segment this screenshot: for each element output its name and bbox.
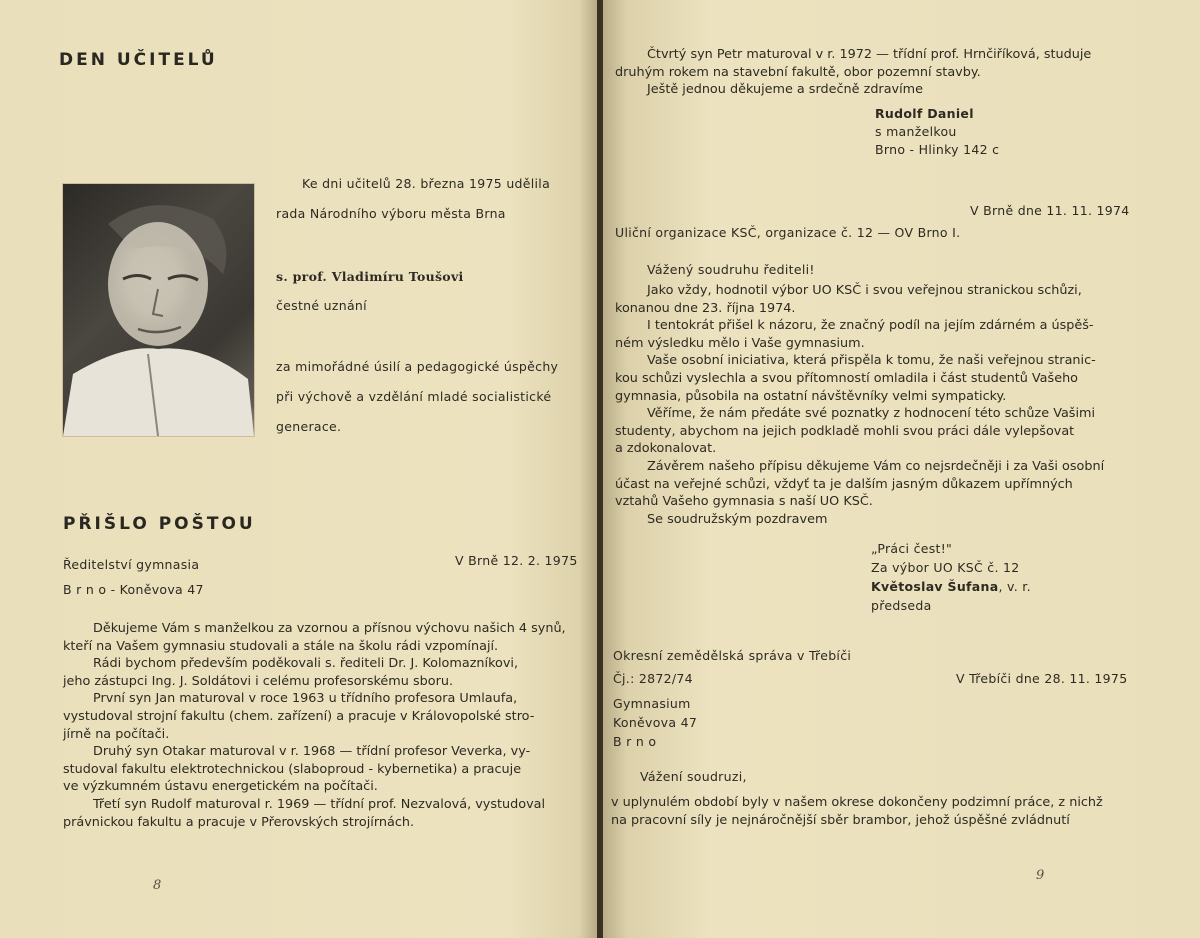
award-line-1: Ke dni učitelů 28. března 1975 udělila: [302, 176, 551, 191]
award-recipient: s. prof. Vladimíru Toušovi: [276, 269, 464, 284]
letter2-sig-4: předseda: [871, 598, 932, 613]
letter3-sender: Okresní zemědělská správa v Třebíči: [613, 648, 852, 663]
letter-line: ném výsledku mělo i Vaše gymnasium.: [615, 335, 865, 351]
letter2-body: [615, 282, 1145, 528]
letter-line: kou schůzi vyslechla a svou přítomností omladila i část studentů Vašeho: [615, 370, 1079, 386]
left-page: [0, 0, 597, 938]
letter3-addr-1: Gymnasium: [613, 696, 691, 711]
letter2-sig-suffix: , v. r.: [998, 579, 1031, 594]
letter-line: Vaše osobní iniciativa, která přispěla k tomu, že naši veřejnou stranic-: [647, 353, 1096, 369]
signature-name: Rudolf Daniel: [875, 106, 974, 121]
letter-line: gymnasia, působila na ostatní návštěvníky velmi sympaticky.: [615, 388, 1007, 404]
letter3-body: [611, 794, 1151, 829]
letter-line: I tentokrát přišel k názoru, že značný podíl na jejím zdárném a úspěš-: [647, 318, 1094, 334]
letter3-addr-2: Koněvova 47: [613, 715, 698, 730]
section-heading-den-ucitelu: DEN UČITELŮ: [59, 50, 218, 70]
portrait-figure: [63, 184, 254, 436]
letter3-date: V Třebíči dne 28. 11. 1975: [956, 671, 1128, 686]
letter3-ref: Čj.: 2872/74: [613, 671, 693, 686]
letter-line: ve výzkumném ústavu energetickém na počítači.: [63, 779, 378, 795]
letter-line: jeho zástupci Ing. J. Soldátovi i celému profesorskému sboru.: [63, 673, 454, 689]
section-heading-prislo-postou: PŘIŠLO POŠTOU: [63, 514, 256, 534]
letter2-sig-2: Za výbor UO KSČ č. 12: [871, 560, 1020, 575]
letter-line: studenty, abychom na jejich podkladě mohli svou práci dále vylepšovat: [615, 423, 1075, 439]
letter-continuation: [615, 46, 1145, 99]
letter-addressee-2: B r n o - Koněvova 47: [63, 582, 204, 597]
award-line-5: za mimořádné úsilí a pedagogické úspěchy: [276, 359, 559, 374]
award-line-4: čestné uznání: [276, 298, 367, 313]
letter3-greeting: Vážení soudruzi,: [640, 769, 747, 784]
signature-line-3: Brno - Hlinky 142 c: [875, 142, 1000, 157]
letter-line: Závěrem našeho přípisu děkujeme Vám co nejsrdečněji i za Vaši osobní: [647, 458, 1105, 474]
letter-body: [63, 620, 583, 831]
letter-line: na pracovní síly je nejnáročnější sběr brambor, jehož úspěšné zvládnutí: [611, 812, 1070, 828]
letter-line: a zdokonalovat.: [615, 441, 717, 457]
right-page: [603, 0, 1200, 938]
letter-line: kteří na Vašem gymnasiu studovali a stále na školu rádi vzpomínají.: [63, 638, 499, 654]
letter-line: studoval fakultu elektrotechnickou (slaboproud - kybernetika) a pracuje: [63, 761, 522, 777]
letter2-sender: Uliční organizace KSČ, organizace č. 12 — OV Brno I.: [615, 225, 961, 240]
letter-line: účast na veřejné schůzi, vždyť ta je dalším jasným důkazem upřímných: [615, 476, 1073, 492]
letter3-addr-3: B r n o: [613, 734, 657, 749]
letter2-sig-name: Květoslav Šufana: [871, 579, 999, 594]
letter-line: v uplynulém období byly v našem okrese dokončeny podzimní práce, z nichž: [611, 795, 1103, 810]
letter-line: Čtvrtý syn Petr maturoval v r. 1972 — třídní prof. Hrnčiříková, studuje: [647, 47, 1092, 62]
letter2-date: V Brně dne 11. 11. 1974: [970, 203, 1130, 218]
letter-line: druhým rokem na stavební fakultě, obor pozemní stavby.: [615, 64, 981, 80]
letter-date: V Brně 12. 2. 1975: [455, 553, 578, 568]
letter-addressee-1: Ředitelství gymnasia: [63, 557, 200, 572]
award-line-2: rada Národního výboru města Brna: [276, 206, 506, 221]
letter2-sig-3: [871, 579, 1031, 594]
letter-line: Ještě jednou děkujeme a srdečně zdravíme: [647, 82, 924, 98]
signature-line-2: s manželkou: [875, 124, 957, 139]
letter-line: Jako vždy, hodnotil výbor UO KSČ i svou veřejnou stranickou schůzi,: [647, 283, 1082, 298]
page-number-right: 9: [1036, 868, 1045, 883]
award-line-6: při výchově a vzdělání mladé socialistické: [276, 389, 552, 404]
letter-line: jírně na počítači.: [63, 726, 170, 742]
letter-line: Rádi bychom především poděkovali s. řediteli Dr. J. Kolomazníkovi,: [93, 656, 519, 672]
award-line-7: generace.: [276, 419, 342, 434]
letter2-greeting: Vážený soudruhu řediteli!: [647, 262, 815, 277]
letter-line: vztahů Vašeho gymnasia s naší UO KSČ.: [615, 494, 873, 510]
letter-line: Děkujeme Vám s manželkou za vzornou a přísnou výchovu našich 4 synů,: [93, 621, 566, 636]
letter-line: vystudoval strojní fakultu (chem. zařízení) a pracuje v Královopolské stro-: [63, 708, 535, 724]
portrait-photo: [62, 183, 255, 437]
letter-line: konanou dne 23. října 1974.: [615, 300, 796, 316]
letter-line: právnickou fakultu a pracuje v Přerovských strojírnách.: [63, 814, 415, 830]
letter-line: Věříme, že nám předáte své poznatky z hodnocení této schůze Vašimi: [647, 406, 1096, 422]
letter-line: Třetí syn Rudolf maturoval r. 1969 — třídní prof. Nezvalová, vystudoval: [93, 796, 546, 812]
page-number-left: 8: [153, 878, 162, 893]
letter-line: První syn Jan maturoval v roce 1963 u třídního profesora Umlaufa,: [93, 691, 518, 707]
letter-line: Druhý syn Otakar maturoval v r. 1968 — třídní profesor Veverka, vy-: [93, 744, 531, 760]
letter2-sig-1: „Práci čest!": [871, 541, 953, 556]
letter-line: Se soudružským pozdravem: [647, 511, 828, 527]
